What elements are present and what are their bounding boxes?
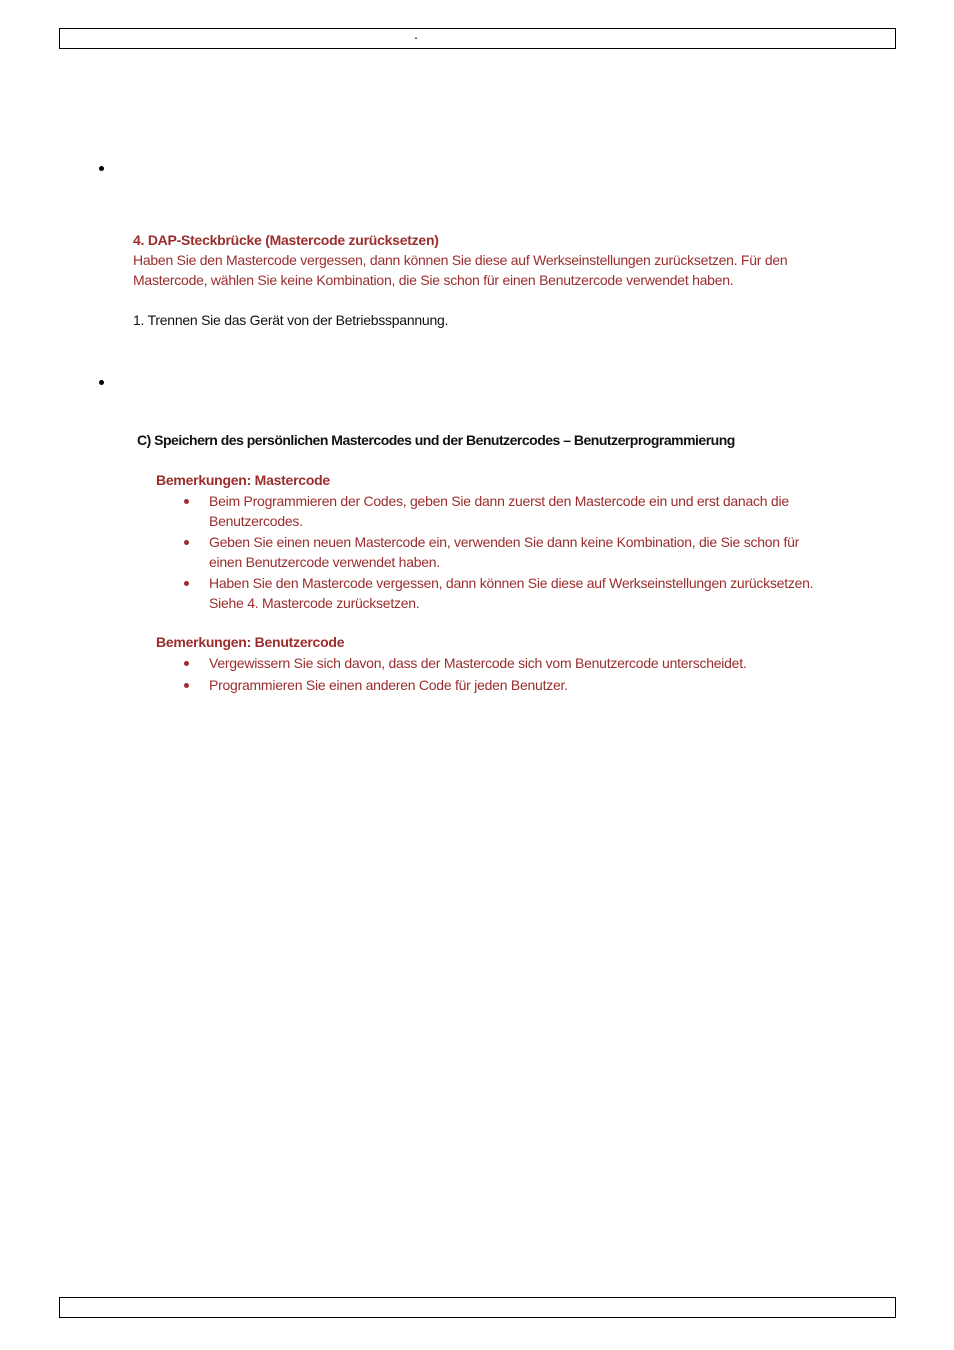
header-mark: . — [414, 26, 418, 42]
list-item — [156, 491, 876, 531]
user-notes-list — [156, 653, 876, 695]
page-footer-frame — [59, 1297, 896, 1318]
list-item-line: Geben Sie einen neuen Mastercode ein, verwenden Sie dann keine Kombination, die Sie schon für — [209, 534, 800, 550]
list-item — [156, 573, 876, 613]
list-item — [156, 532, 876, 572]
list-item-line: Haben Sie den Mastercode vergessen, dann können Sie diese auf Werkseinstellungen zurücksetzen. — [209, 575, 814, 591]
section4-step-1: 1. Trennen Sie das Gerät von der Betriebsspannung. — [133, 312, 449, 328]
user-notes-heading: Bemerkungen: Benutzercode — [156, 634, 345, 650]
list-item-line: Siehe 4. Mastercode zurücksetzen. — [209, 595, 420, 611]
bullet-icon — [184, 581, 189, 586]
section4-body-line1: Haben Sie den Mastercode vergessen, dann können Sie diese auf Werkseinstellungen zurücksetzen. Für den — [133, 252, 788, 268]
list-item-line: Programmieren Sie einen anderen Code für jeden Benutzer. — [209, 677, 568, 693]
section4-heading: 4. DAP-Steckbrücke (Mastercode zurücksetzen) — [133, 232, 439, 248]
list-item — [156, 653, 876, 673]
master-notes-list — [156, 491, 876, 613]
list-item-line: Benutzercodes. — [209, 513, 303, 529]
sectionC-heading: C) Speichern des persönlichen Mastercodes und der Benutzercodes – Benutzerprogrammierung — [137, 432, 735, 448]
section4-body-line2: Mastercode, wählen Sie keine Kombination, die Sie schon für einen Benutzercode verwendet haben. — [133, 272, 734, 288]
page-bullet-1 — [99, 166, 104, 171]
page-header-frame — [59, 28, 896, 49]
bullet-icon — [184, 683, 189, 688]
bullet-icon — [184, 540, 189, 545]
master-notes-heading: Bemerkungen: Mastercode — [156, 472, 330, 488]
list-item — [156, 675, 876, 695]
page-bullet-2 — [99, 380, 104, 385]
list-item-line: Beim Programmieren der Codes, geben Sie dann zuerst den Mastercode ein und erst danach die — [209, 493, 789, 509]
bullet-icon — [184, 499, 189, 504]
bullet-icon — [184, 661, 189, 666]
list-item-line: Vergewissern Sie sich davon, dass der Mastercode sich vom Benutzercode unterscheidet. — [209, 655, 747, 671]
list-item-line: einen Benutzercode verwendet haben. — [209, 554, 440, 570]
